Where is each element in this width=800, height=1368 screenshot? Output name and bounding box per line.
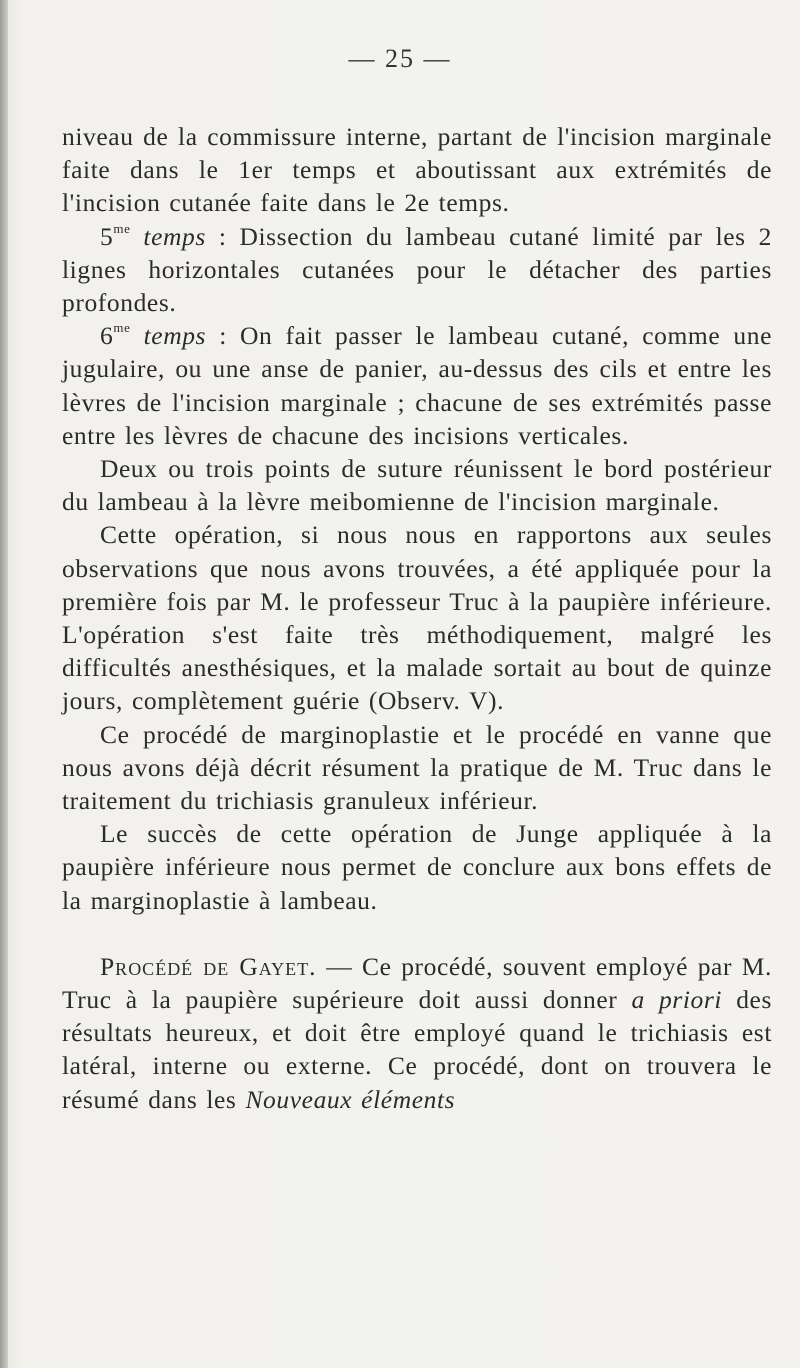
paragraph-procedures: Ce procédé de marginoplastie et le procédé en vanne que nous avons déjà décrit résument la pratique de M. Truc dans le traitement du trichiasis granuleux inférieur.	[62, 719, 772, 816]
step-6-label: temps	[143, 321, 207, 351]
page-number: — 25 —	[348, 44, 452, 73]
gayet-italic-book-title: Nouveaux éléments	[245, 1084, 456, 1114]
step-5-label: temps	[143, 221, 206, 251]
step-6-text: : On fait passer le lambeau cutané, comme une jugulaire, ou une anse de panier, au-dessus des cils et entre les lèvres de l'incision marginale ; chacune de ses extrémités passe entre les lèvres de chacune des incisions verticales.	[62, 321, 772, 450]
page-spine-shadow	[0, 0, 8, 1368]
section-heading-gayet: Procédé de Gayet.	[100, 951, 317, 981]
step-6-ordinal: me	[113, 320, 131, 336]
paragraph-sutures: Deux ou trois points de suture réunissent le bord postérieur du lambeau à la lèvre meibomienne de l'incision marginale.	[62, 454, 772, 517]
step-5-ordinal: me	[113, 220, 131, 236]
paragraph-continuation: niveau de la commissure interne, partant de l'incision marginale faite dans le 1er temps et aboutissant aux extrémités de l'incision cutanée faite dans le 2e temps.	[62, 122, 772, 218]
paragraph-operation: Cette opération, si nous nous en rapportons aux seules observations que nous avons trouvées, a été appliquée pour la première fois par M. le professeur Truc à la paupière inférieure. L'opération s'est faite très méthodiquement, malgré les difficultés anesthésiques, et la malade sortait au bout de quinze jours, complètement guérie (Observ. V).	[62, 520, 772, 716]
paragraph-gap	[62, 917, 772, 950]
gayet-text-b: des résultats heureux, et doit être employé quand le trichiasis est latéral, interne ou externe. Ce procédé, dont on trouvera le résumé dans les	[62, 985, 772, 1114]
step-5-text: : Dissection du lambeau cutané limité par les 2 lignes horizontales cutanées pour le détacher des parties profondes.	[62, 221, 772, 318]
body-text	[62, 120, 772, 1116]
gayet-italic-a-priori: a priori	[631, 985, 723, 1015]
paragraph-gayet	[62, 950, 772, 1116]
paragraph-step-5	[62, 220, 772, 320]
paragraph-step-6	[62, 319, 772, 452]
step-5-number: 5	[100, 221, 114, 251]
gayet-text-a: — Ce procédé, souvent employé par M. Truc à la paupière supérieure doit aussi donner	[62, 951, 772, 1015]
step-6-number: 6	[100, 321, 114, 351]
paragraph-conclusion: Le succès de cette opération de Junge appliquée à la paupière inférieure nous permet de conclure aux bons effets de la marginoplastie à lambeau.	[62, 819, 772, 915]
